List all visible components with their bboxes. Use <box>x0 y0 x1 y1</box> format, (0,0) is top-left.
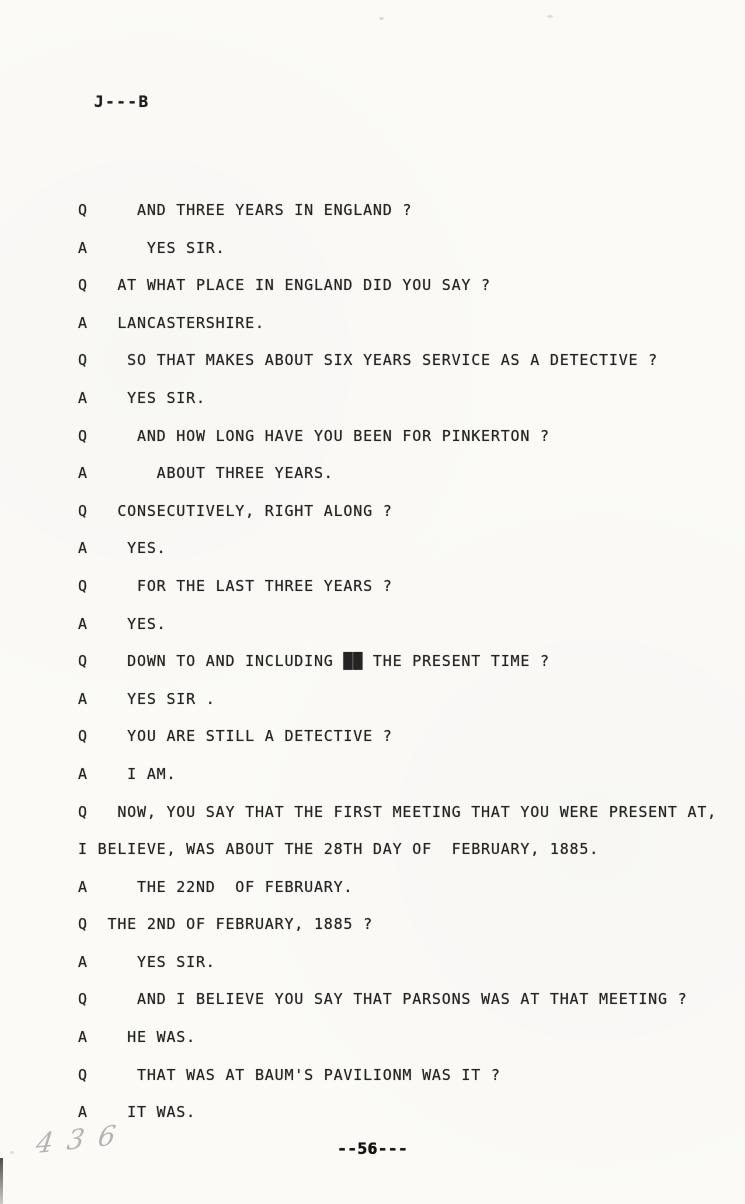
ink-speck <box>10 1151 14 1154</box>
transcript-line: A YES SIR. <box>78 952 216 971</box>
transcript-line: Q CONSECUTIVELY, RIGHT ALONG ? <box>78 501 393 520</box>
transcript-line: A HE WAS. <box>78 1028 196 1047</box>
transcript-line: A IT WAS. <box>78 1103 196 1122</box>
transcript-line: Q NOW, YOU SAY THAT THE FIRST MEETING THAT YOU WERE PRESENT AT, <box>78 802 717 821</box>
transcript-line: Q AND THREE YEARS IN ENGLAND ? <box>78 201 413 219</box>
transcript-line: Q DOWN TO AND INCLUDING ██ THE PRESENT TIME ? <box>78 652 550 671</box>
transcript-line: A YES SIR . <box>78 689 216 708</box>
transcript-line: Q AND HOW LONG HAVE YOU BEEN FOR PINKERTON ? <box>78 426 550 445</box>
transcript-line: I BELIEVE, WAS ABOUT THE 28TH DAY OF FEBRUARY, 1885. <box>78 840 600 859</box>
transcript-line: A LANCASTERSHIRE. <box>78 313 265 332</box>
transcript-line: A THE 22ND OF FEBRUARY. <box>78 877 354 896</box>
transcript-line: A I AM. <box>78 764 177 783</box>
transcript-line: A ABOUT THREE YEARS. <box>78 464 334 483</box>
scan-edge-mark <box>0 1158 3 1204</box>
transcript-line: Q AND I BELIEVE YOU SAY THAT PARSONS WAS AT THAT MEETING ? <box>78 990 688 1009</box>
ink-speck <box>547 15 553 18</box>
ink-speck <box>379 17 384 20</box>
handwritten-mark: 436 <box>34 1118 132 1161</box>
page-number: --56--- <box>337 1139 408 1158</box>
transcript-line: A YES SIR. <box>78 238 226 257</box>
transcript-body <box>78 201 739 1141</box>
transcript-line: Q FOR THE LAST THREE YEARS ? <box>78 576 393 595</box>
document-header-label: J---B <box>94 92 150 111</box>
transcript-line: Q AT WHAT PLACE IN ENGLAND DID YOU SAY ? <box>78 276 491 295</box>
transcript-line: Q THAT WAS AT BAUM'S PAVILIONM WAS IT ? <box>78 1065 501 1084</box>
transcript-line: A YES. <box>78 614 167 633</box>
transcript-line: Q YOU ARE STILL A DETECTIVE ? <box>78 727 393 746</box>
transcript-line: Q THE 2ND OF FEBRUARY, 1885 ? <box>78 915 373 934</box>
transcript-line: A YES SIR. <box>78 388 206 407</box>
transcript-line: A YES. <box>78 539 167 558</box>
transcript-line: Q SO THAT MAKES ABOUT SIX YEARS SERVICE AS A DETECTIVE ? <box>78 351 659 370</box>
